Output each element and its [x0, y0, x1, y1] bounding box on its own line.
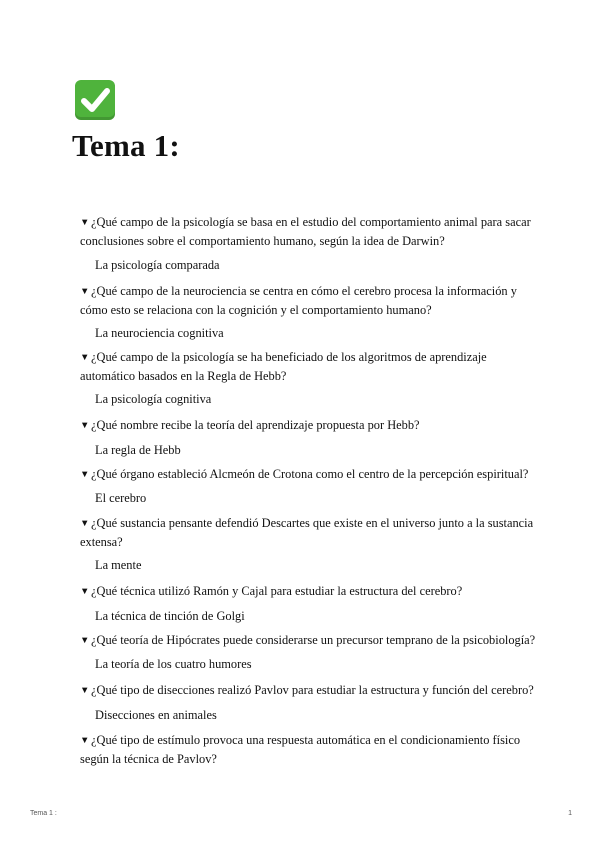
toggle-item[interactable]	[80, 282, 540, 319]
answer-text: La neurociencia cognitiva	[95, 326, 224, 340]
question-text[interactable]: ▼ ¿Qué nombre recibe la teoría del aprendizaje propuesta por Hebb?	[80, 416, 540, 435]
toggle-arrow-icon[interactable]: ▼	[80, 470, 90, 480]
toggle-arrow-icon[interactable]: ▼	[80, 736, 90, 746]
toggle-arrow-icon[interactable]: ▼	[80, 587, 90, 597]
toggle-item[interactable]	[80, 465, 540, 484]
toggle-arrow-icon[interactable]: ▼	[80, 218, 90, 228]
answer-text: Disecciones en animales	[95, 708, 217, 722]
answer-text: La psicología comparada	[95, 258, 220, 272]
question-text[interactable]: ▼ ¿Qué campo de la neurociencia se centra en cómo el cerebro procesa la información y cómo esto se relaciona con la cognición y el comportamiento humano?	[80, 284, 517, 317]
toggle-item[interactable]	[80, 631, 540, 650]
toggle-arrow-icon[interactable]: ▼	[80, 287, 90, 297]
toggle-arrow-icon[interactable]: ▼	[80, 519, 90, 529]
question-text[interactable]: ▼ ¿Qué órgano estableció Alcmeón de Crotona como el centro de la percepción espiritual?	[80, 465, 540, 484]
answer-text: La teoría de los cuatro humores	[95, 657, 252, 671]
toggle-item[interactable]	[80, 514, 540, 551]
toggle-arrow-icon[interactable]: ▼	[80, 686, 90, 696]
answer-text: La mente	[95, 558, 142, 572]
answer-text: La regla de Hebb	[95, 443, 181, 457]
toggle-arrow-icon[interactable]: ▼	[80, 421, 90, 431]
toggle-item[interactable]	[80, 416, 540, 435]
toggle-arrow-icon[interactable]: ▼	[80, 636, 90, 646]
toggle-arrow-icon[interactable]: ▼	[80, 353, 90, 363]
answer-text: El cerebro	[95, 491, 147, 505]
toggle-item[interactable]	[80, 731, 540, 768]
toggle-item[interactable]	[80, 348, 540, 385]
answer-text: La psicología cognitiva	[95, 392, 212, 406]
answer-text: La técnica de tinción de Golgi	[95, 609, 245, 623]
question-text[interactable]: ▼ ¿Qué campo de la psicología se basa en el estudio del comportamiento animal para sacar conclusiones sobre el comportamiento humano, según la idea de Darwin?	[80, 215, 531, 248]
question-text[interactable]: ▼ ¿Qué sustancia pensante defendió Descartes que existe en el universo junto a la sustancia extensa?	[80, 516, 534, 549]
toggle-item[interactable]	[80, 681, 540, 700]
question-text[interactable]: ▼ ¿Qué tipo de estímulo provoca una respuesta automática en el condicionamiento físico según la técnica de Pavlov?	[80, 733, 521, 766]
question-text[interactable]: ▼ ¿Qué técnica utilizó Ramón y Cajal para estudiar la estructura del cerebro?	[80, 582, 540, 601]
question-text[interactable]: ▼ ¿Qué campo de la psicología se ha beneficiado de los algoritmos de aprendizaje automático basados en la Regla de Hebb?	[80, 350, 487, 383]
question-text[interactable]: ▼ ¿Qué teoría de Hipócrates puede considerarse un precursor temprano de la psicobiología?	[80, 631, 540, 650]
toggle-item[interactable]	[80, 582, 540, 601]
footer-title: Tema 1 :	[30, 810, 57, 817]
question-text[interactable]: ▼ ¿Qué tipo de disecciones realizó Pavlov para estudiar la estructura y función del cerebro?	[80, 681, 540, 700]
page-title: Tema 1:	[72, 128, 180, 163]
page-number: 1	[568, 810, 572, 817]
check-mark-icon	[75, 80, 115, 120]
toggle-item[interactable]	[80, 213, 540, 250]
